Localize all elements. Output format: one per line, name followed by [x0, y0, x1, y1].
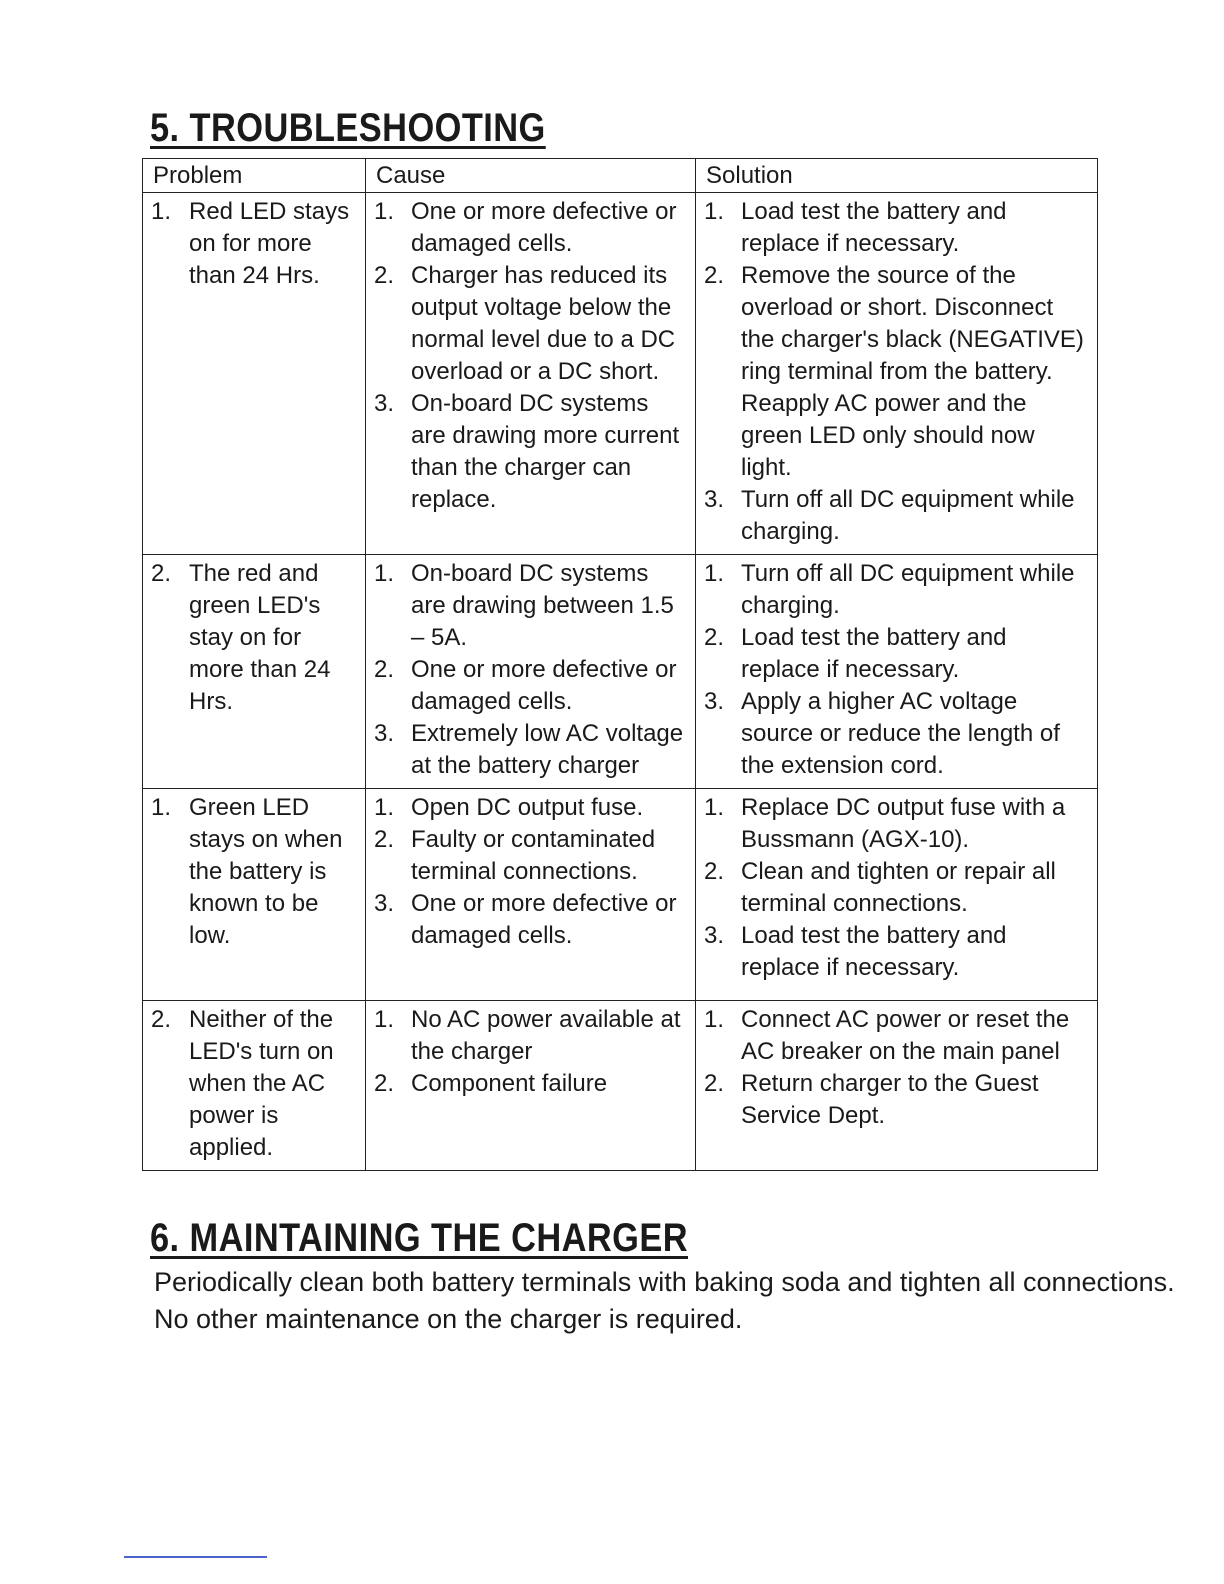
cause-list	[374, 792, 687, 952]
solution-item-number: 1.	[704, 794, 725, 821]
problem-text: Neither of the LED's turn on when the AC power is applied.	[189, 1006, 334, 1161]
cause-item-text: One or more defective or damaged cells.	[411, 890, 677, 949]
header-cause: Cause	[366, 159, 696, 193]
solution-item-number: 1.	[704, 1006, 725, 1033]
table-row	[143, 555, 1098, 789]
cause-item	[374, 824, 687, 888]
solution-item	[704, 260, 1089, 484]
header-solution: Solution	[696, 159, 1098, 193]
cause-item-text: One or more defective or damaged cells.	[411, 656, 677, 715]
solution-item	[704, 1068, 1089, 1132]
solution-item-text: Turn off all DC equipment while charging.	[741, 560, 1075, 619]
solution-list	[704, 792, 1089, 984]
cause-item-number: 1.	[374, 198, 395, 225]
problem-text: The red and green LED's stay on for more than 24 Hrs.	[189, 560, 331, 715]
solution-item-number: 3.	[704, 922, 725, 949]
cause-item-text: Charger has reduced its output voltage below the normal level due to a DC overload or a DC short.	[411, 262, 676, 385]
cause-item-text: Component failure	[411, 1070, 608, 1097]
problem-cell	[143, 193, 366, 555]
cause-item	[374, 196, 687, 260]
solution-cell	[696, 1001, 1098, 1171]
problem-text: Red LED stays on for more than 24 Hrs.	[189, 198, 350, 289]
cause-item	[374, 260, 687, 388]
table-row	[143, 1001, 1098, 1171]
problem-cell	[143, 1001, 366, 1171]
solution-item-text: Remove the source of the overload or short. Disconnect the charger's black (NEGATIVE) ring terminal from the battery. Reapply AC power and the green LED only should now light.	[741, 262, 1084, 481]
solution-item	[704, 622, 1089, 686]
cause-item-number: 3.	[374, 720, 395, 747]
cause-item	[374, 558, 687, 654]
solution-item-text: Apply a higher AC voltage source or reduce the length of the extension cord.	[741, 688, 1060, 779]
cause-item-number: 1.	[374, 1006, 395, 1033]
problem-cell	[143, 789, 366, 1001]
problem-number: 2.	[151, 1006, 172, 1033]
solution-item-text: Return charger to the Guest Service Dept.	[741, 1070, 1039, 1129]
troubleshooting-table	[142, 158, 1098, 1171]
cause-item-text: One or more defective or damaged cells.	[411, 198, 677, 257]
solution-cell	[696, 193, 1098, 555]
cause-item-text: Open DC output fuse.	[411, 794, 644, 821]
cause-item	[374, 888, 687, 952]
cause-item-number: 3.	[374, 890, 395, 917]
solution-item-text: Load test the battery and replace if necessary.	[741, 624, 1007, 683]
solution-item-number: 3.	[704, 486, 725, 513]
solution-item-number: 1.	[704, 560, 725, 587]
solution-list	[704, 1004, 1089, 1132]
solution-cell	[696, 789, 1098, 1001]
cause-cell	[366, 1001, 696, 1171]
cause-item-number: 2.	[374, 656, 395, 683]
solution-item-number: 1.	[704, 198, 725, 225]
maintenance-text: Periodically clean both battery terminals with baking soda and tighten all connections. No other maintenance on the charger is required.	[154, 1267, 1175, 1334]
solution-item-number: 2.	[704, 1070, 725, 1097]
footer-rule	[124, 1556, 267, 1558]
solution-item-text: Turn off all DC equipment while charging.	[741, 486, 1075, 545]
solution-item	[704, 196, 1089, 260]
problem-number: 2.	[151, 560, 172, 587]
cause-item	[374, 654, 687, 718]
cause-item-number: 2.	[374, 1070, 395, 1097]
cause-item	[374, 1068, 687, 1100]
cause-item-text: On-board DC systems are drawing between 1.5 – 5A.	[411, 560, 674, 651]
header-problem: Problem	[143, 159, 366, 193]
solution-cell	[696, 555, 1098, 789]
problem-number: 1.	[151, 198, 172, 225]
cause-item-text: On-board DC systems are drawing more current than the charger can replace.	[411, 390, 680, 513]
cause-item-number: 2.	[374, 262, 395, 289]
solution-item	[704, 484, 1089, 548]
cause-item-number: 1.	[374, 794, 395, 821]
solution-item-text: Clean and tighten or repair all terminal connections.	[741, 858, 1056, 917]
cause-item	[374, 1004, 687, 1068]
cause-item-number: 1.	[374, 560, 395, 587]
troubleshooting-heading: 5. TROUBLESHOOTING	[150, 106, 546, 150]
cause-list	[374, 196, 687, 516]
cause-cell	[366, 789, 696, 1001]
cause-cell	[366, 193, 696, 555]
solution-item	[704, 558, 1089, 622]
cause-list	[374, 1004, 687, 1100]
table-row	[143, 789, 1098, 1001]
solution-item-number: 2.	[704, 624, 725, 651]
solution-item-number: 3.	[704, 688, 725, 715]
solution-list	[704, 558, 1089, 782]
table-row	[143, 193, 1098, 555]
cause-cell	[366, 555, 696, 789]
solution-item-text: Replace DC output fuse with a Bussmann (AGX-10).	[741, 794, 1066, 853]
solution-item	[704, 856, 1089, 920]
cause-item-text: No AC power available at the charger	[411, 1006, 681, 1065]
cause-list	[374, 558, 687, 782]
cause-item	[374, 388, 687, 516]
solution-item-number: 2.	[704, 262, 725, 289]
cause-item	[374, 792, 687, 824]
solution-item	[704, 686, 1089, 782]
solution-item	[704, 792, 1089, 856]
table-header-row	[143, 159, 1098, 193]
solution-item	[704, 920, 1089, 984]
problem-text: Green LED stays on when the battery is known to be low.	[189, 794, 343, 949]
cause-item	[374, 718, 687, 782]
solution-list	[704, 196, 1089, 548]
cause-item-number: 2.	[374, 826, 395, 853]
maintaining-heading: 6. MAINTAINING THE CHARGER	[150, 1216, 689, 1260]
solution-item	[704, 1004, 1089, 1068]
solution-item-text: Load test the battery and replace if necessary.	[741, 198, 1007, 257]
problem-cell	[143, 555, 366, 789]
solution-item-number: 2.	[704, 858, 725, 885]
solution-item-text: Connect AC power or reset the AC breaker on the main panel	[741, 1006, 1070, 1065]
cause-item-text: Extremely low AC voltage at the battery charger	[411, 720, 684, 779]
cause-item-text: Faulty or contaminated terminal connections.	[411, 826, 656, 885]
solution-item-text: Load test the battery and replace if necessary.	[741, 922, 1007, 981]
cause-item-number: 3.	[374, 390, 395, 417]
problem-number: 1.	[151, 794, 172, 821]
